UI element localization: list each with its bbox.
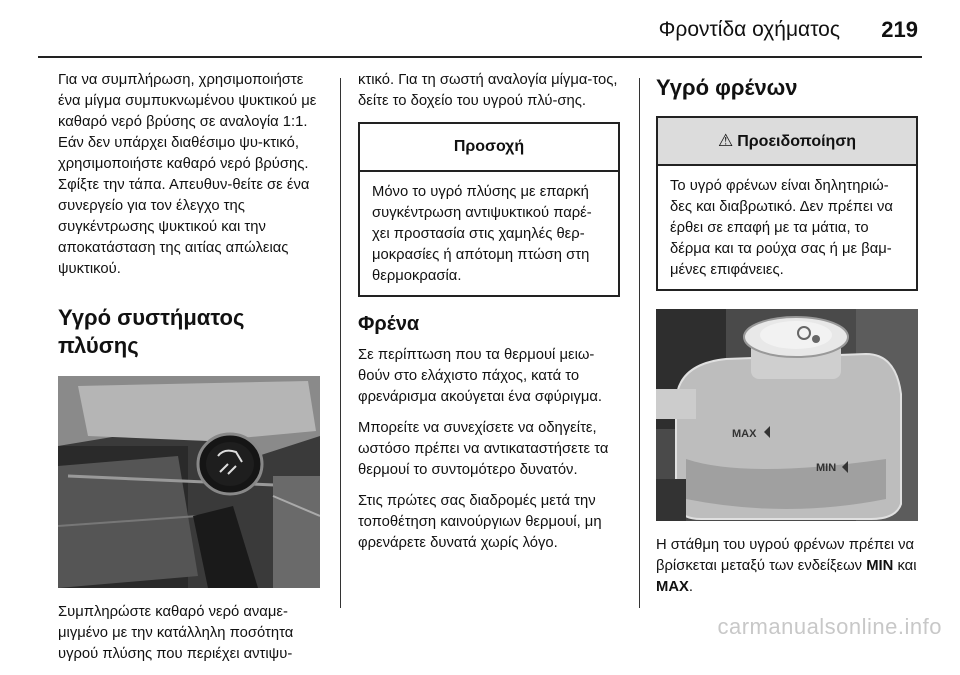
warning-triangle-icon: ⚠ — [717, 131, 734, 150]
header-rule — [38, 56, 922, 58]
washer-fill-paragraph: Συμπληρώστε καθαρό νερό αναμε-μιγμένο με την κατάλληλη ποσότητα υγρού πλύσης που περιέχει αντιψυ- — [58, 604, 294, 662]
washer-ratio-paragraph: κτικό. Για τη σωστή αναλογία μίγμα-τος, δείτε το δοχείο του υγρού πλύ-σης. — [358, 72, 618, 109]
column-divider-2 — [639, 78, 640, 608]
warning-header — [658, 118, 916, 166]
caution-body — [360, 172, 618, 295]
column-3 — [656, 70, 918, 608]
warning-box — [656, 116, 918, 291]
brake-fluid-heading: Υγρό φρένων — [656, 75, 798, 100]
brakes-heading: Φρένα — [358, 313, 420, 335]
caption-end: . — [688, 579, 694, 595]
column-2 — [358, 70, 620, 564]
watermark: carmanualsonline.info — [717, 614, 942, 639]
brakes-paragraph-3: Στις πρώτες σας διαδρομές μετά την τοποθέτηση καινούργιων θερμουί, μη φρενάρετε δυνατά χωρίς λόγο. — [358, 493, 602, 551]
warning-title: Προειδοποίηση — [737, 133, 857, 150]
page-number: 219 — [881, 17, 918, 42]
caption-and: και — [897, 558, 917, 574]
min-mark-label: MIN — [816, 462, 837, 474]
caption-max: MAX — [656, 579, 689, 595]
header-title: Φροντίδα οχήματος — [658, 18, 840, 41]
caption-text: Η στάθμη του υγρού φρένων πρέπει να βρίσκεται μεταξύ των ενδείξεων — [656, 537, 915, 574]
brakes-paragraph-2: Μπορείτε να συνεχίσετε να οδηγείτε, ωστόσο πρέπει να αντικαταστήσετε τα θερμουί το συντομότερο δυνατόν. — [358, 420, 609, 478]
coolant-intro-paragraph: Για να συμπλήρωση, χρησιμοποιήστε ένα μίγμα συμπυκνωμένου ψυκτικού με καθαρό νερό βρύσης σε αναλογία 1:1. Εάν δεν υπάρχει διαθέσιμο ψυ-κτικό, χρησιμοποιήστε καθαρό νερό βρύσης. Σφίξτε την τάπα. Απευθυν-θείτε σε ένα συνεργείο για τον έλεγχο της συγκέντρωσης ψυκτικού και την αποκατάσταση της αιτίας απώλειας ψυκτικού. — [58, 72, 317, 277]
max-mark-label: MAX — [732, 428, 757, 440]
brake-fluid-reservoir-image — [656, 309, 918, 521]
caution-title: Προσοχή — [360, 124, 618, 172]
column-1 — [58, 70, 320, 675]
caution-box — [358, 122, 620, 297]
brake-fluid-caption — [656, 535, 918, 598]
warning-body — [658, 166, 916, 289]
column-divider-1 — [340, 78, 341, 608]
caption-min: MIN — [866, 558, 894, 574]
washer-reservoir-image — [58, 376, 320, 588]
warning-text: Το υγρό φρένων είναι δηλητηριώ-δες και διαβρωτικό. Δεν πρέπει να έρθει σε επαφή με τα μάτια, το δέρμα και τα ρούχα σας ή με βαμ-μένες επιφάνειες. — [670, 178, 893, 278]
page-header — [0, 0, 960, 58]
washer-fluid-heading: Υγρό συστήματος πλύσης — [58, 305, 245, 358]
brakes-paragraph-1: Σε περίπτωση που τα θερμουί μειω-θούν στο ελάχιστο πάχος, κατά το φρενάρισμα ακούγεται ένα σφύριγμα. — [358, 347, 603, 405]
caution-text: Μόνο το υγρό πλύσης με επαρκή συγκέντρωση αντιψυκτικού παρέ-χει προστασία στις χαμηλές θερ-μοκρασίες ή απότομη πτώση στη θερμοκρασία. — [372, 184, 592, 284]
